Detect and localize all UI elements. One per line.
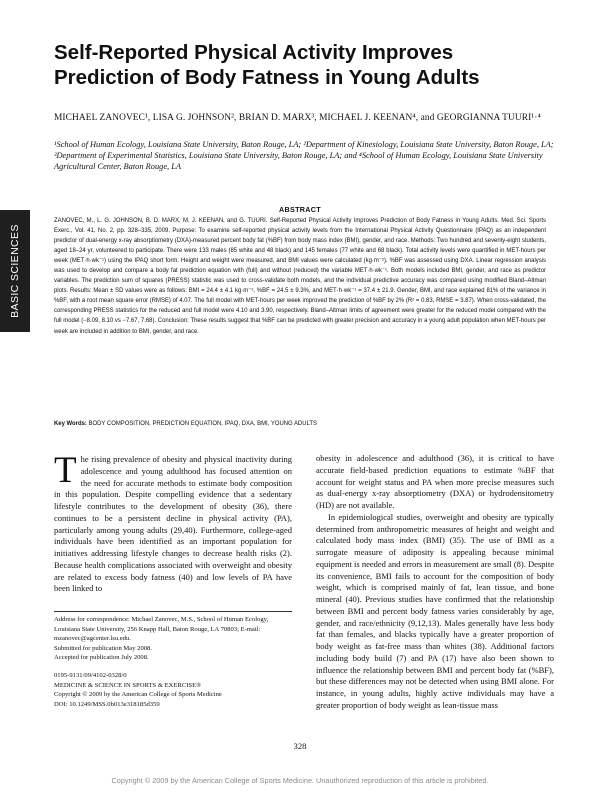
author-affiliations: ¹School of Human Ecology, Louisiana State University, Baton Rouge, LA; ²Department of Kinesiology, Louisiana State University, Baton Rouge, LA; ³Department of Experimental Statistics, Louisiana State University, Baton Rouge, LA; and ⁴School of Human Ecology, Louisiana State University Agricultural Center, Baton Rouge, LA [54, 140, 554, 172]
body-paragraph: In epidemiological studies, overweight and obesity are typically determined from anthropometric measures of height and weight and calculated body mass index (BMI) (35). The use of BMI as a surrogate measure of adiposity is appealing because minimal equipment is needed and errors in measurement are small (8). Despite its convenience, BMI fails to account for the composition of body weight, which is comprised mainly of fat, lean tissue, and bone mineral (40). Previous studies have confirmed that the relationship between BMI and percent body fatness varies considerably by age, gender, and race/ethnicity (9,12,13). Males generally have less body fat than females, and blacks typically have a greater proportion of body weight as fat-free mass than whites (38). Additional factors including body build (7) and PA (17) have also been shown to influence the relationship between BMI and percent body fat (%BF), but these differences may not be detected when using BMI alone. For instance, in young adults, highly active individuals may have a greater proportion of body weight as lean-tissue mass [316, 511, 554, 710]
section-side-tab [0, 210, 30, 332]
body-column-right [316, 453, 554, 712]
keywords-list: BODY COMPOSITION, PREDICTION EQUATION, IPAQ, DXA, BMI, YOUNG ADULTS [88, 421, 317, 427]
journal-name: MEDICINE & SCIENCE IN SPORTS & EXERCISE® [54, 681, 202, 689]
keywords-label: Key Words: [54, 421, 87, 427]
abstract-text: ZANOVEC, M., L. G. JOHNSON, B. D. MARX, M. J. KEENAN, and G. TUURI. Self-Reported Physical Activity Improves Prediction of Body Fatness in Young Adults. Med. Sci. Sports Exerc., Vol. 41, No. 2, pp. 328–335, 2009. Purpose: To examine self-reported physical activity levels from the International Physical Activity Questionnaire (IPAQ) as an independent predictor of dual-energy x-ray absorptiometry (DXA)-measured percent body fat (%BF) from body mass index (BMI), gender, and race. Methods: Two hundred and seventy-eight students, aged 18–24 yr, volunteered to participate. There were 133 males (85 white and 48 black) and 145 females (77 white and 68 black). Total activity levels were quantified in MET-hours per week (MET·h·wk⁻¹) using the IPAQ short form. Height and weight were measured, and BMI values were calculated (kg·m⁻²). %BF was assessed using DXA. Linear regression analysis was used to develop and compare a body fat prediction equation with (full) and without (reduced) the variable MET·h·wk⁻¹. Both models included BMI, gender, and race as predictor variables. The prediction sum of squares (PRESS) statistic was used to cross-validate both models, and the individual predictive accuracy was compared using modified Bland–Altman plots. Results: Mean ± SD values were as follows: BMI = 24.4 ± 4.1 kg·m⁻², %BF = 24.5 ± 9.3%, and MET·h·wk⁻¹ = 37.4 ± 21.9. Gender, BMI, and race explained 81% of the variance in %BF, with a root mean square error (RMSE) of 4.07. The full model with MET-hours per week improved the prediction of %BF by 2% (R² = 0.83, RMSE = 3.87). When cross-validated, the corresponding PRESS statistics for the reduced and full model were 4.10 and 3.90, respectively. Bland–Altman limits of agreement were greater for the reduced model compared with the full model (−8.09, 8.10 vs −7.67, 7.68). Conclusion: These results suggest that %BF can be predicted with greater precision and accuracy in a young adult population when MET-hours per week are included in addition to BMI, gender, and race. [54, 218, 546, 335]
body-paragraph [54, 450, 292, 595]
abstract-heading: ABSTRACT [279, 205, 321, 214]
journal-copyright: Copyright © 2009 by the American College of Sports Medicine [54, 691, 222, 699]
issn-code: 0195-9131/09/4102-0328/0 [54, 671, 127, 679]
drop-cap: T [54, 450, 77, 491]
footnote-block [54, 615, 292, 709]
doi: DOI: 10.1249/MSS.0b013e318185d359 [54, 700, 160, 708]
article-title: Self-Reported Physical Activity Improves Prediction of Body Fatness in Young Adults [54, 41, 480, 89]
body-paragraph: obesity in adolescence and adulthood (36), it is critical to have accurate field-based prediction equations to estimate %BF that account for weight status and PA when more precise measures such as dual-energy x-ray absorptiometry (DXA) or hydrodensitometry (HD) are not available. [316, 453, 554, 510]
page-number: 328 [293, 741, 307, 751]
footnote-divider [54, 611, 292, 612]
section-side-tab-label: BASIC SCIENCES [9, 224, 21, 318]
author-list: MICHAEL ZANOVEC¹, LISA G. JOHNSON², BRIAN D. MARX³, MICHAEL J. KEENAN⁴, and GEORGIANNA TUURI¹·⁴ [54, 113, 541, 123]
intro-paragraph-text: he rising prevalence of obesity and physical inactivity during adolescence and young adulthood has focused attention on the need for accurate methods to estimate body composition in this population. Despite compelling evidence that a sedentary lifestyle contributes to the development of obesity (36), there continues to be a persistent decline in physical activity (PA), particularly among young adults (29,40). Furthermore, college-aged individuals have been identified as an important population for initiatives addressing lifestyle changes to decrease health risks (2). Because health complications associated with overweight and obesity are related to excess body fatness (40) and low levels of PA have been linked to [54, 454, 292, 594]
correspondence-note: Address for correspondence: Michael Zanovec, M.S., School of Human Ecology, Louisiana State University, 256 Knapp Hall, Baton Rouge, LA 70803; E-mail: mzanovec@agcenter.lsu.edu. [54, 616, 269, 643]
body-column-left [54, 450, 292, 595]
copyright-notice: Copyright © 2009 by the American College of Sports Medicine. Unauthorized reproduction of this article is prohibited. [111, 776, 489, 785]
submitted-date: Submitted for publication May 2008. [54, 644, 152, 652]
accepted-date: Accepted for publication July 2008. [54, 654, 149, 662]
keywords [54, 419, 546, 429]
